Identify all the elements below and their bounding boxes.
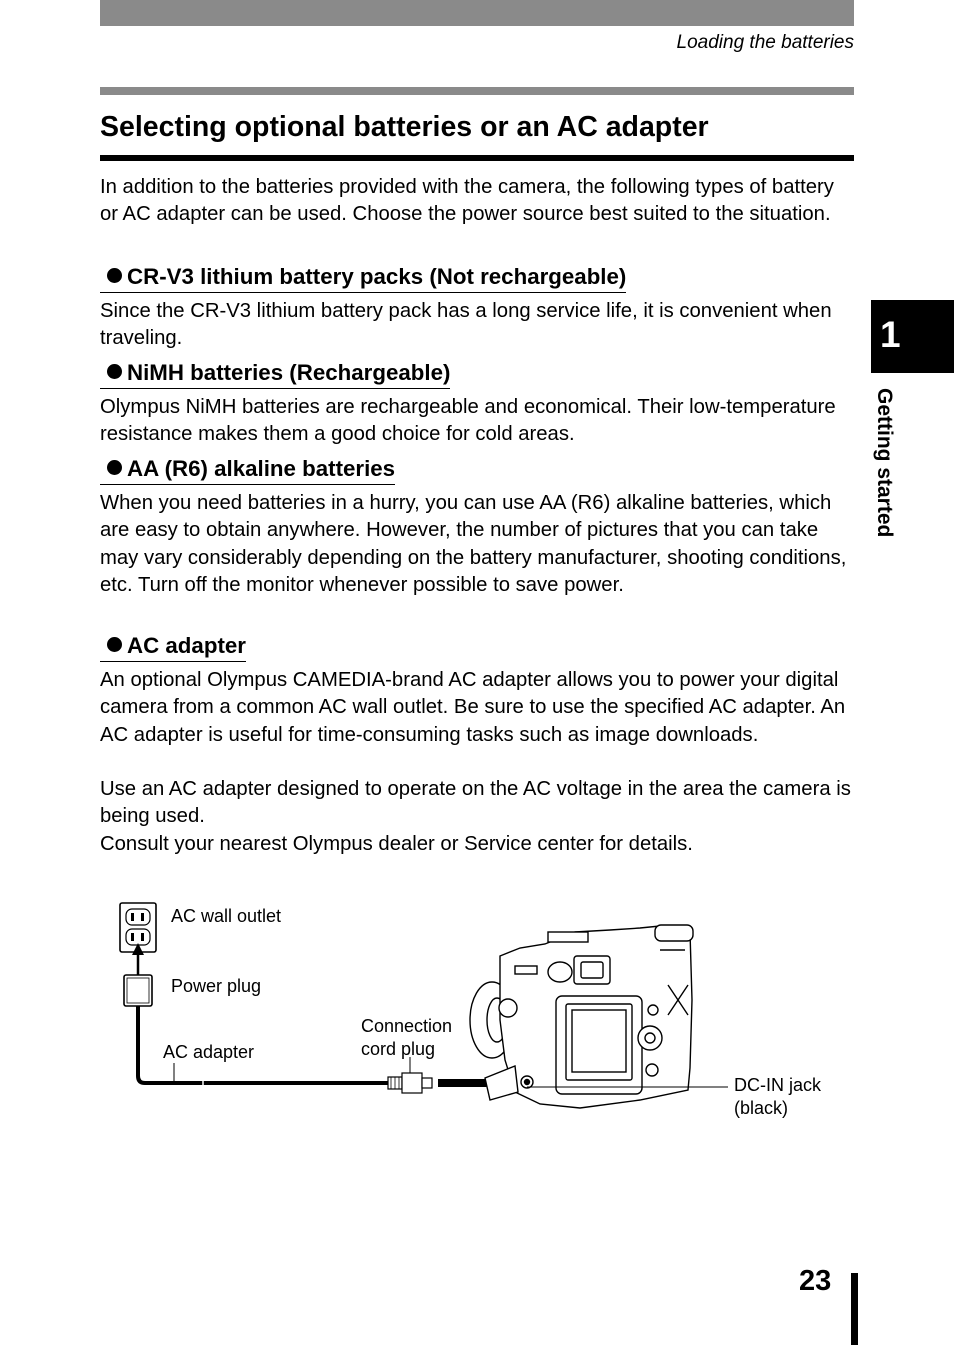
page-number: 23 <box>799 1265 832 1297</box>
page-number-bar <box>851 1273 858 1345</box>
intro-paragraph: In addition to the batteries provided with the camera, the following types of battery or AC adapter can be used. Choose the power source best suited to the situation. <box>100 176 834 226</box>
paragraph-ac-1: An optional Olympus CAMEDIA-brand AC adapter allows you to power your digital camera from a common AC wall outlet. Be sure to use the specified AC adapter. An AC adapter is useful for time-consuming tasks such as image downloads. <box>100 669 846 746</box>
section-title: Selecting optional batteries or an AC adapter <box>100 111 709 143</box>
label-connection-line2: cord plug <box>361 1038 436 1059</box>
power-plug-icon <box>124 975 152 1006</box>
label-dc-in-line1: DC-IN jack <box>734 1075 822 1095</box>
running-header: Loading the batteries <box>676 32 854 53</box>
heading-nimh-text: NiMH batteries (Rechargeable) <box>127 360 451 385</box>
paragraph-alkaline: When you need batteries in a hurry, you can use AA (R6) alkaline batteries, which are easy to obtain anywhere. However, the number of pictures that you can take may vary considerably depending on the battery manufacturer, shooting conditions, etc. Turn off the monitor whenever possible to save power. <box>100 492 847 597</box>
label-ac-wall-outlet: AC wall outlet <box>171 906 282 926</box>
camera-illustration <box>470 925 693 1108</box>
paragraph-ac-2: Use an AC adapter designed to operate on the AC voltage in the area the camera is being used. <box>100 778 851 828</box>
heading-alkaline-text: AA (R6) alkaline batteries <box>127 456 396 481</box>
label-ac-adapter: AC adapter <box>163 1042 255 1062</box>
label-connection-cord-plug <box>361 1015 452 1060</box>
label-connection-line1: Connection <box>361 1016 453 1036</box>
chapter-label: Getting started <box>873 388 896 538</box>
heading-crv3-text: CR-V3 lithium battery packs (Not rechargeable) <box>127 264 627 289</box>
label-dc-in-jack <box>734 1074 821 1119</box>
paragraph-nimh: Olympus NiMH batteries are rechargeable and economical. Their low-temperature resistance makes them a good choice for cold areas. <box>100 396 836 446</box>
paragraph-crv3: Since the CR-V3 lithium battery pack has a long service life, it is convenient when traveling. <box>100 300 832 350</box>
label-power-plug: Power plug <box>171 976 262 996</box>
paragraph-ac-3: Consult your nearest Olympus dealer or Service center for details. <box>100 833 693 855</box>
heading-ac-adapter-text: AC adapter <box>127 633 246 658</box>
label-dc-in-line2: (black) <box>734 1097 789 1118</box>
chapter-number: 1 <box>880 314 901 355</box>
connection-plug-icon <box>388 1073 432 1093</box>
